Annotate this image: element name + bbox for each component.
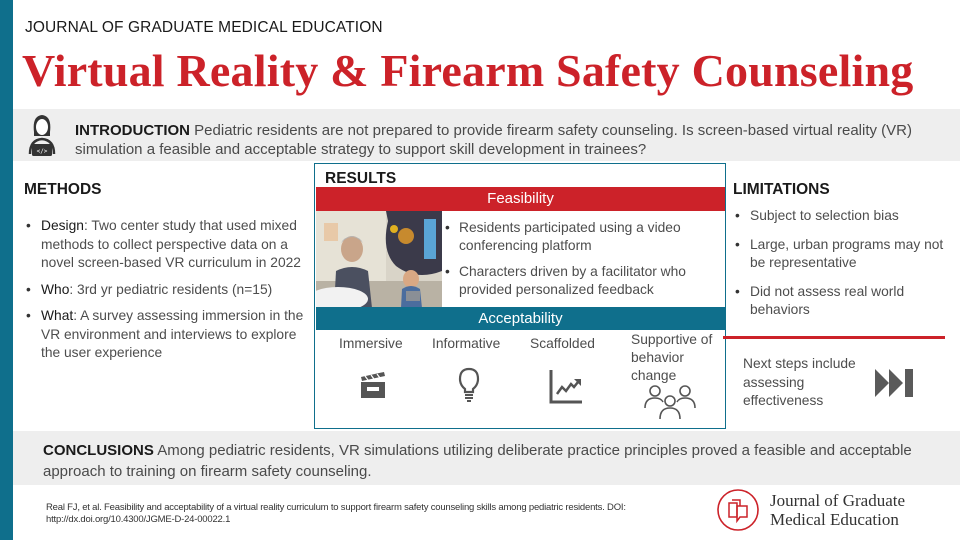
feasibility-list — [443, 219, 723, 307]
conclusions-label: CONCLUSIONS — [43, 442, 154, 459]
item-text: : 3rd yr pediatric residents (n=15) — [69, 281, 273, 297]
item-text: : Two center study that used mixed methods to collect perspective data on a novel screen-based VR curriculum in 2022 — [41, 218, 301, 270]
logo-line-1: Journal of Graduate — [770, 491, 906, 510]
introduction-text — [75, 121, 945, 159]
results-heading: RESULTS — [325, 170, 397, 187]
introduction-body: Pediatric residents are not prepared to provide firearm safety counseling. Is screen-based virtual reality (VR) simulation a feasible and acceptable strategy to support skill development in trainees? — [75, 122, 913, 158]
people-group-icon — [643, 384, 697, 420]
methods-section — [24, 181, 314, 371]
conclusions-body: Among pediatric residents, VR simulations utilizing deliberate practice principles proved a feasible and acceptable approach to training on firearm safety counseling. — [43, 442, 912, 480]
limitations-list — [733, 207, 953, 320]
acceptability-item-immersive: Immersive — [339, 336, 403, 351]
limitations-section — [733, 181, 953, 330]
svg-text:</>: </> — [36, 148, 48, 155]
acceptability-header: Acceptability — [316, 307, 725, 330]
limitation-item: • Large, urban programs may not be representative — [733, 236, 953, 273]
limitation-item: • Did not assess real world behaviors — [733, 283, 953, 320]
methods-heading: METHODS — [24, 181, 102, 198]
vr-simulation-image — [316, 211, 442, 308]
introduction-label: INTRODUCTION — [75, 122, 190, 139]
term-label: Who — [41, 281, 70, 297]
left-accent-bar — [0, 0, 13, 540]
clapperboard-icon — [359, 369, 387, 399]
journal-logo-icon — [716, 488, 760, 532]
trending-chart-icon — [549, 368, 583, 404]
term-label: Design — [41, 218, 84, 233]
methods-item-who — [24, 281, 314, 300]
methods-list — [24, 217, 314, 363]
citation-text: Real FJ, et al. Feasibility and acceptability of a virtual reality curriculum to support firearm safety counseling skills among pediatric residents. DOI: http://dx.doi.org/10.4300/JGME-D-24-00022.1 — [46, 502, 626, 525]
next-steps-text: Next steps include assessing effectiveness — [743, 356, 856, 408]
person-laptop-code-icon — [22, 112, 62, 158]
conclusions-text — [43, 440, 923, 482]
feasibility-header: Feasibility — [316, 187, 725, 211]
divider-rule — [723, 336, 945, 339]
results-panel — [314, 163, 726, 429]
lightbulb-icon — [458, 367, 480, 403]
acceptability-item-supportive: Supportive of behavior change — [631, 332, 713, 383]
limitation-item: • Subject to selection bias — [733, 207, 953, 226]
term-label: What — [41, 308, 74, 323]
methods-item-design — [24, 217, 314, 273]
journal-name: JOURNAL OF GRADUATE MEDICAL EDUCATION — [25, 19, 383, 36]
feasibility-item: • Residents participated using a video conferencing platform — [443, 219, 723, 255]
limitations-heading: LIMITATIONS — [733, 181, 830, 198]
feasibility-item: • Characters driven by a facilitator who provided personalized feedback — [443, 263, 723, 299]
acceptability-item-informative: Informative — [432, 336, 501, 351]
acceptability-item-scaffolded: Scaffolded — [530, 336, 595, 351]
journal-logo-text — [770, 491, 905, 529]
logo-line-2: Medical Education — [770, 510, 899, 529]
fast-forward-icon — [875, 367, 915, 399]
item-text: : A survey assessing immersion in the VR environment and interviews to explore the user experience — [41, 308, 304, 360]
page-title: Virtual Reality & Firearm Safety Counseling — [22, 45, 914, 96]
methods-item-what — [24, 307, 314, 363]
